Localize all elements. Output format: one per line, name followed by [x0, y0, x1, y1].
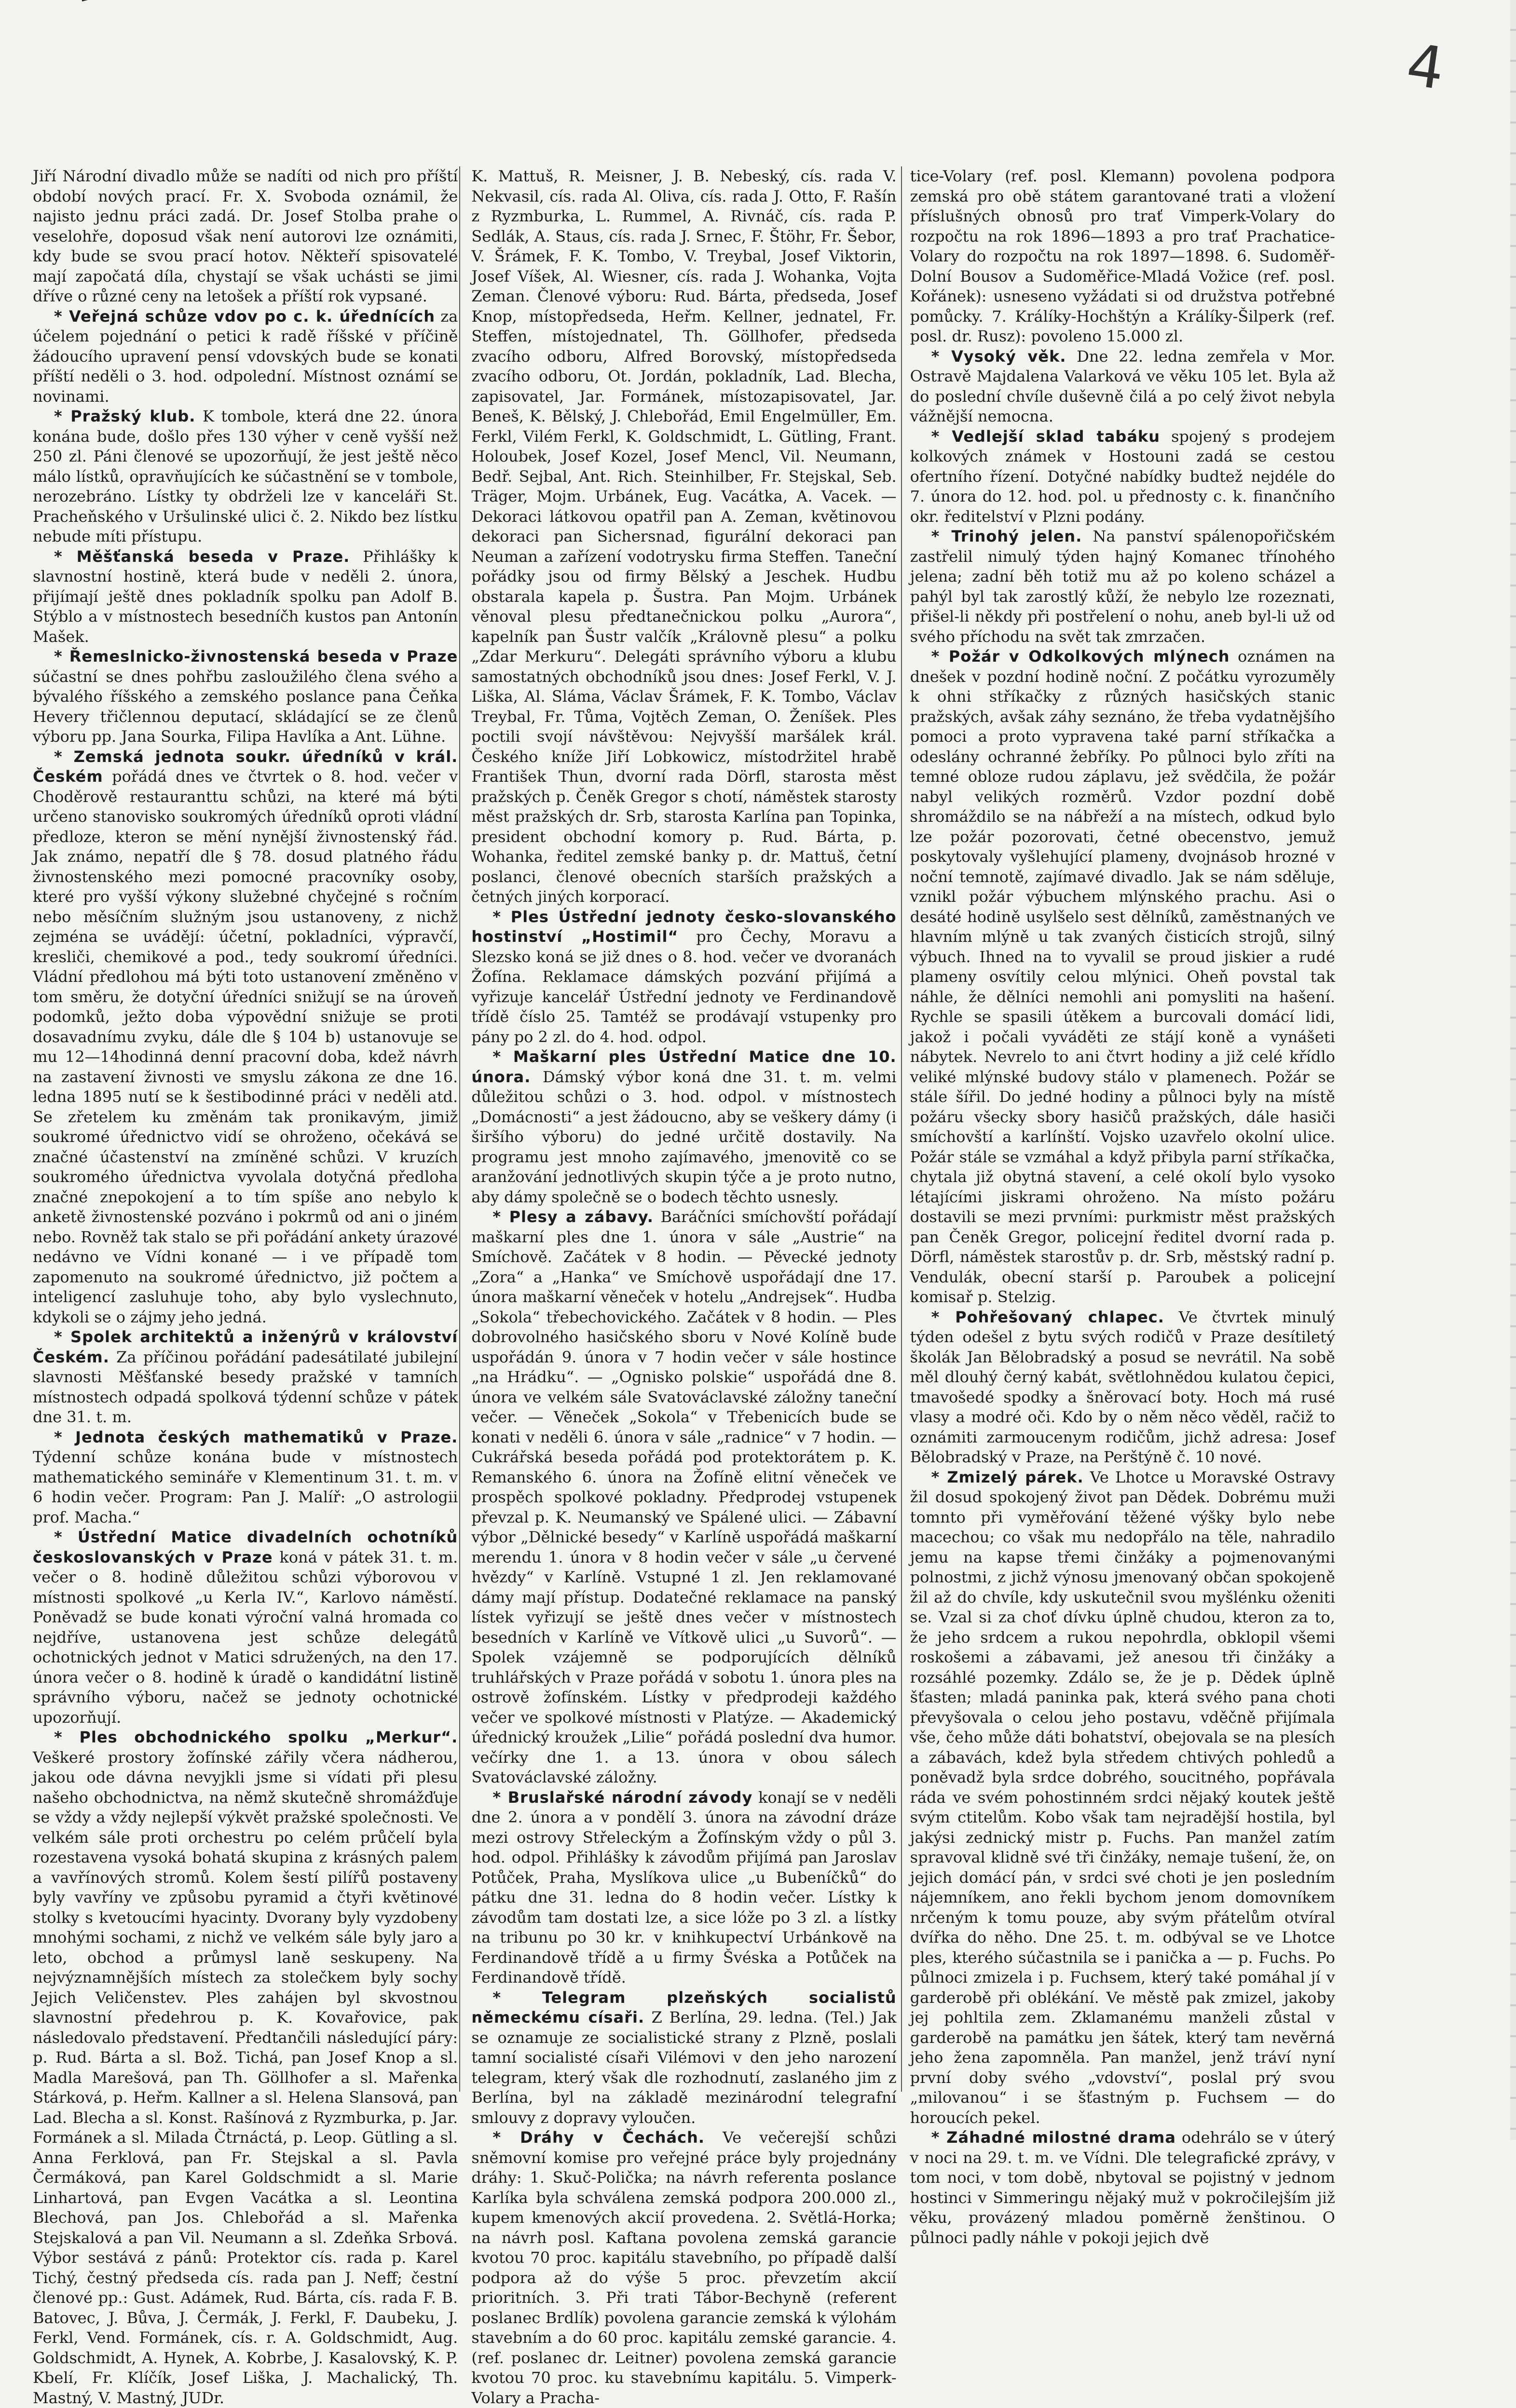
- news-item-text: za účelem pojednání o petici k radě říšské v příčině žádoucího upravení pensí vdovských bude se konati příští neděli o 3. hod. odpolední. Místnost oznámí se novinami.: [33, 307, 458, 406]
- news-item: [471, 907, 896, 1048]
- news-item-text: Týdenní schůze konána bude v místnostech mathematického semináře v Klementinum 31. t. m. v 6 hodin večer. Program: Pan J. Malíř: „O astrologii prof. Macha.“: [33, 1448, 458, 1526]
- news-item-text: pořádá dnes ve čtvrtek o 8. hod. večer v Choděrově restauranttu schůzi, na které má býti určeno stanovisko soukromých úředníků oproti vládní předloze, kteron se mění nynější živnostenský řád. Jak známo, nepatří dle § 78. dosud platného řádu živnostenského mezi pomocné pracovníky osoby, které pro vyšší výkony služebné chyčejné s ročním nebo měsíčním služným jsou ustanoveny, z nichž zejména se uvádějí: účetní, pokladníci, výpravčí, kresliči, chemikové a pod., tedy soukromí úředníci. Vládní předlohou má býti toto ustanovení změněno v tom směru, že dotyční úředníci snižují se na úroveň podomků, ježto doba výpovědní snižuje se proti dosavadnímu zvyku, dále dle § 104 b) ustanovuje se mu 12—14hodinná denní pracovní doba, kdež návrh na zastavení živnosti ve smyslu zákona ze dne 16. ledna 1895 nutí se k šestibodinné práci v neděli atd. Se zřetelem ku změnám tak pronikavým, jimiž soukromé úřednictvo vidí se ohroženo, očekává se značné účastenství na zmíněné schůzi. V kruzích soukromého úřednictva vyvolala dotyčná předloha značné znepokojení a to tím spíše ano nebylo k anketě živnostenské pozváno i pokrmů od ani o jiném nebo. Rovněž tak stalo se při pořádání ankety úrazové nedávno ve Vídni konané — i ve případě tom zapomenuto na soukromé úřednictvo, již počtem a inteligencí zasluhuje toho, aby bylo vyslechnuto, kdykoli se o zájmy jeho jedná.: [33, 767, 458, 1326]
- news-item-heading: * Pražský klub.: [54, 407, 196, 425]
- news-item-heading: * Plesy a zábavy.: [492, 1208, 654, 1226]
- news-item-text: súčastní se dnes pohřbu zasloužilého člena svého a bývalého říšského a zemského poslance pana Čeňka Hevery třičlennou deputací, skládající se ze členů výboru pp. Jana Sourka, Filipa Havlíka a Ant. Lühne.: [33, 667, 458, 746]
- news-item-heading: * Spolek architektů a inženýrů v království Českém.: [33, 1328, 458, 1366]
- news-item: [910, 166, 1335, 347]
- news-item-text: spojený s prodejem kolkových známek v Hostouni zadá se cestou ofertního řízení. Dotyčné nabídky budtež nejdéle do 7. února do 12. hod. pol. u přednosty c. k. finančního okr. ředitelství v Plzni podány.: [910, 427, 1335, 526]
- news-item: [471, 1988, 896, 2128]
- news-item-text: oznámen na dnešek v pozdní hodině noční. Z počátku vyrozuměly k ohni stříkačky z různých hasičských stanic pražských, avšak záhy seznáno, že třeba vydatnějšího pomoci a proto vypravena také parní stříkačka a odeslány ochranné žebříky. Po půlnoci bylo zříti na temné obloze rudou záplavu, jež svědčila, že požár nabyl velikých rozměrů. Vzdor pozdní době shromáždilo se na nábřeží a na místech, odkud bylo lze požár pozorovati, četné obecenstvo, jemuž poskytovaly vyšlehující plameny, dvojnásob hrozné v noční temnotě, zajímavé divadlo. Jak se nám sděluje, vznikl požár výbuchem mlýnského prachu. Asi o desáté hodině usylšelo sest dělníků, zaměstnaných ve hlavním mlýně u tak zvaných čisticích strojů, silný výbuch. Ihned na to vyvalil se proud jiskier a rudé plameny osvítily celou mlýnici. Oheň povstal tak náhle, že dělníci nemohli ani pomysliti na hašení. Rychle se spasili útěkem a burcovali domácí lidi, jakož i počali vyváděti ze stájí koně a vynášeti nábytek. Nevrelo to ani čtvrt hodiny a již celé křídlo veliké mlýnské budovy stálo v plamenech. Požár se stále šířil. Do jedné hodiny a půlnoci byly na místě požáru všecky sbory hasičů pražských, dále hasiči smíchovští a karlínští. Vojsko uzavřelo okolní ulice. Požár stále se vzmáhal a když přibyla parní stříkačka, chytala již obytná stavení, a celé okolí bylo vysoko létajícími jiskrami ohroženo. Na místo požáru dostavili se mezi prvními: purkmistr měst pražských pan Čeněk Gregor, policejní ředitel dvorní rada p. Dörfl, náměstek starostův p. dr. Srb, městský radní p. Vendulák, obecní starší p. Paroubek a policejní komisař p. Stelzig.: [910, 647, 1335, 1306]
- news-item-text: K tombole, která dne 22. února konána bude, došlo přes 130 výher v ceně vyšší než 250 zl. Páni členové se upozorňují, že jest ještě něco málo lístků, opravňujících ke súčastnění se v tombole, nerozebráno. Lístky ty obdrželi lze v kanceláři St. Pracheňského v Uršulinské ulici č. 2. Nikdo bez lístku nebude míti přístupu.: [33, 407, 458, 545]
- news-item-heading: * Jednota českých mathematiků v Praze.: [54, 1428, 458, 1446]
- news-item: [471, 1207, 896, 1788]
- column-3: [910, 166, 1336, 2247]
- news-item: [910, 647, 1335, 1307]
- news-item-text: koná v pátek 31. t. m. večer o 8. hodině důležitou schůzi výborovou v místnosti spolkové „u Kerla IV.“, Karlovo náměstí. Poněvadž se bude konati výroční valná hromada co nejdříve, ustanovena jest schůze delegátů ochotnických jednot v Matici sdružených, na den 17. února večer o 8. hodině k úradě o kandidátní listině správního výboru, načež se jednoty ochotnické upozorňují.: [33, 1548, 458, 1727]
- news-item-text: Veškeré prostory žofínské zářily včera nádherou, jakou ode dávna nevyjkli jsme si vídati při plesu našeho obchodnictva, na němž skutečně shromážďuje se vždy a vždy nejlepší výkvět pražské společnosti. Ve velkém sále proti orchestru po celém průčelí byla rozestavena vysoká bohatá skupina z krásných palem a vavřínových stromů. Kolem šestí pilířů postaveny byly vavříny ve způsobu pyramid a čtyři květinové stolky s kvetoucími hyacinty. Dvorany byly vyzdobeny mnohými sochami, z nichž ve velkém sále byly jaro a leto, obchod a průmysl laně seskupeny. Na nejvýznamnějších místech za stolečkem byly sochy Jejich Veličenstev. Ples zahájen byl skvostnou slavnostní předehrou p. K. Kovařovice, pak následovalo představení. Předtančili následující páry: p. Rud. Bárta a sl. Bož. Tichá, pan Josef Knop a sl. Madla Marešová, pan Th. Göllhofer a sl. Mařenka Stárková, p. Heřm. Kallner a sl. Helena Slansová, pan Lad. Blecha a sl. Konst. Rašínová z Ryzmburka, p. Jar. Formánek a sl. Milada Čtrnáctá, p. Leop. Gütling a sl. Anna Ferklová, pan Fr. Stejskal a sl. Pavla Čermáková, pan Karel Goldschmidt a sl. Marie Linhartová, pan Evgen Vacátka a sl. Leontina Blechová, pan Jos. Chlebořád a sl. Mařenka Stejskalová a pan Vil. Neumann a sl. Zdeňka Srbová. Výbor sestává z pánů: Protektor cís. rada p. Karel Tichý, čestný předseda cís. rada pan J. Neff; čestní členové pp.: Gust. Adámek, Rud. Bárta, cís. rada F. B. Batovec, J. Bůva, J. Čermák, J. Ferkl, F. Daubeku, J. Ferkl, Vend. Formánek, cís. r. A. Goldschmidt, Aug. Goldschmidt, A. Hynek, A. Kobrbe, J. Kasalovský, K. P. Kbelí, Fr. Klíčík, Josef Liška, J. Machalický, Th. Mastný, V. Mastný, JUDr.: [33, 1748, 458, 2407]
- news-item: [910, 427, 1335, 527]
- news-item: [33, 1327, 458, 1428]
- news-item: [910, 2128, 1335, 2248]
- news-item-text: konají se v neděli dne 2. února a v pondělí 3. února na závodní dráze mezi ostrovy Střeleckým a Žofínským vždy o půl 3. hod. odpol. Přihlášky k závodům přijímá pan Jaroslav Potůček, Praha, Myslíkova ulice „u Bubeníčků“ do pátku dne 31. ledna do 8 hodin večer. Lístky k závodům tam dostati lze, a sice lóže po 3 zl. a lístky na tribunu po 30 kr. v knihkupectví Urbánkově na Ferdinandově třídě a u firmy Švéska a Potůček na Ferdinandově třídě.: [471, 1788, 897, 1986]
- news-item-text: tice-Volary (ref. posl. Klemann) povolena podpora zemská pro obě státem garantované trati a vložení příslušných obnosů pro trať Vimperk-Volary do rozpočtu na rok 1896—1893 a pro trať Prachatice-Volary do rozpočtu na rok 1897—1898. 6. Sudoměř-Dolní Bousov a Sudoměřice-Mladá Vožice (ref. posl. Kořánek): usneseno vyžádati si od družstva potřebné pomůcky. 7. Králíky-Hochštýn a Králíky-Šilperk (ref. posl. dr. Rusz): povoleno 15.000 zl.: [910, 167, 1335, 345]
- news-item: [33, 1728, 458, 2408]
- news-item-text: Dne 22. ledna zemřela v Mor. Ostravě Majdalena Valarková ve věku 105 let. Byla až do poslední chvíle duševně čilá a po celý život nebyla vážnější nemocna.: [910, 347, 1335, 425]
- news-item: [910, 527, 1335, 647]
- news-item-heading: * Pohřešovaný chlapec.: [931, 1307, 1164, 1326]
- news-item-text: Baráčníci smíchovští pořádají maškarní ples dne 1. února v sále „Austrie“ na Smíchově. Začátek v 8 hodin. — Pěvecké jednoty „Zora“ a „Hanka“ ve Smíchově uspořádají dne 17. února maškarní věneček v hotelu „Andrejsek“. Hudba „Sokola“ třebechovického. Začátek v 8 hodin. — Ples dobrovolného hasičského sboru v Nové Kolíně bude uspořádán 9. února v 7 hodin večer v sále hostince „na Hrádku“. — „Ognisko polskie“ uspořádá dne 8. února ve velkém sále Svatováclavské záložny taneční večer. — Věneček „Sokola“ v Třebenicích bude se konati v neděli 6. února v sále „radnice“ v 7 hodin. — Cukrářská beseda pořádá pod protektorátem p. K. Remanského 6. února na Žofíně elitní věneček ve prospěch spolkové pokladny. Předprodej vstupenek převzal p. K. Neumanský ve Spálené ulici. — Zábavní výbor „Dělnické besedy“ v Karlíně uspořádá maškarní merendu 1. února v 8 hodin večer v sále „u červené hvězdy“ v Karlíně. Vstupné 1 zl. Jen reklamované dámy mají přístup. Dodatečné reklamace na panský lístek vyřizují se ještě dnes večer v místnostech besedních v Karlíně ve Vítkově ulici „u Suvorů“. — Spolek vzájemně se podporujících dělníků truhlářských v Praze pořádá v sobotu 1. února ples na ostrově žofínském. Lístky v předprodeji každého večer ve spolkové místnosti v Platýze. — Akademický úřednický kroužek „Lilie“ pořádá poslední dva humor. večírky dne 1. a 13. února v obou sálech Svatováclavské záložny.: [471, 1208, 897, 1786]
- news-item-text: odehrálo se v úterý v noci na 29. t. m. ve Vídni. Dle telegrafické zprávy, v tom noci, v tom době, nbytoval se pojistný v jednom hostinci v Simmeringu nějaký muž v pokročilejším již věku, provázený mladou poměrně ženštinou. O půlnoci padly náhle v pokoji jejich dvě: [910, 2128, 1336, 2247]
- article-columns: [33, 166, 1336, 2407]
- news-item-heading: * Telegram plzeňských socialistů německému císaři.: [471, 1988, 897, 2027]
- news-item: [910, 347, 1335, 427]
- news-item: [33, 647, 458, 747]
- news-item-heading: * Ples Ústřední jednoty česko-slovanského hostinství „Hostimil“: [471, 907, 897, 946]
- news-item-text: K. Mattuš, R. Meisner, J. B. Nebeský, cís. rada V. Nekvasil, cís. rada Al. Oliva, cís. rada J. Otto, F. Rašín z Ryzmburka, L. Rummel, A. Rivnáč, cís. rada P. Sedlák, A. Staus, cís. rada J. Srnec, F. Štöhr, Fr. Šebor, V. Šrámek, F. K. Tombo, V. Treybal, Josef Viktorin, Josef Víšek, Al. Wiesner, cís. rada J. Wohanka, Vojta Zeman. Členové výboru: Rud. Bárta, předseda, Josef Knop, místopředseda, Heřm. Kellner, jednatel, Fr. Steffen, místojednatel, Th. Göllhofer, předseda zvacího odboru, Alfred Borovský, místopředseda zvacího odboru, Ot. Jordán, pokladník, Lad. Blecha, zapisovatel, Jar. Formánek, místozapisovatel, Jar. Beneš, K. Bělský, J. Chlebořád, Emil Engelmüller, Em. Ferkl, Vilém Ferkl, K. Goldschmidt, L. Gütling, Frant. Holoubek, Josef Kozel, Josef Mencl, Vil. Neumann, Bedř. Sejbal, Ant. Rich. Steinhilber, Fr. Stejskal, Seb. Träger, Mojm. Urbánek, Eug. Vacátka, A. Vacek. — Dekoraci látkovou opatřil pan A. Zeman, květinovou dekoraci pan Sichersnad, figurální dekoraci pan Neuman a zařízení vodotrysku firma Steffen. Taneční pořádky jsou od firmy Bělský a Jeschek. Hudbu obstarala kapela p. Šustra. Pan Mojm. Urbánek věnoval plesu předtanečnickou polku „Aurora“, kapelník pan Šustr valčík „Královně plesu“ a polku „Zdar Merkuru“. Delegáti správního výboru a klubu samostatných obchodníků jsou dnes: Josef Ferkl, V. J. Liška, Al. Sláma, Václav Šrámek, F. K. Tombo, Václav Treybal, Fr. Tůma, Vojtěch Zeman, O. Ženíšek. Ples poctili svojí návštěvou: Nejvyšší maršálek král. Českého kníže Jiří Lobkowicz, místodržitel hrabě František Thun, dvorní rada Dörfl, starosta měst pražských p. Čeněk Gregor s chotí, náměstek starosty měst pražských dr. Srb, starosta Karlína pan Topinka, president obchodní komory p. Rud. Bárta, p. Wohanka, ředitel zemské banky p. dr. Mattuš, četní poslanci, členové obecních starších pražských a četných jiných korporací.: [471, 167, 897, 906]
- news-item-text: Za příčinou pořádání padesátilaté jubilejní slavnosti Měšťanské besedy pražské v tamních místnostech odpadá spolková týdenní schůze v pátek dne 31. t. m.: [33, 1347, 458, 1426]
- news-item-text: Ve čtvrtek minulý týden odešel z bytu svých rodičů v Praze desítiletý školák Jan Bělobradský a posud se nevrátil. Na sobě měl dlouhý černý kabát, světlohnědou kulatou čepici, tmavošedé spodky a šněrovací boty. Hoch má rusé vlasy a modré oči. Kdo by o něm něco věděl, račiž to oznámiti zarmoucenym rodičům, jichž adresa: Josef Bělobradský v Praze, na Perštýně č. 10 nové.: [910, 1307, 1335, 1466]
- news-item: [471, 2128, 896, 2408]
- news-item: [33, 1527, 458, 1728]
- news-item-heading: * Řemeslnicko-živnostenská beseda v Praze: [54, 647, 458, 666]
- news-item: [33, 407, 458, 547]
- news-item: [471, 1047, 896, 1207]
- column-1: [33, 166, 458, 2407]
- news-item-heading: * Vysoký věk.: [931, 347, 1066, 366]
- news-item-heading: * Ústřední Matice divadelních ochotníků českoslovanských v Praze: [33, 1528, 458, 1566]
- news-item-heading: * Ples obchodnického spolku „Merkur“.: [54, 1728, 458, 1746]
- news-item: [33, 307, 458, 407]
- news-item: [910, 1307, 1335, 1468]
- news-item-text: Z Berlína, 29. ledna. (Tel.) Jak se oznamuje ze socialistické strany z Plzně, poslali tamní socialisté císaři Vilémovi v den jeho narození telegram, který však dle rozhodnutí, zaslaného jim z Berlína, byl na základě mezinárodní telegrafní smlouvy z dopravy vyloučen.: [471, 2008, 897, 2127]
- news-item-heading: * Požár v Odkolkových mlýnech: [931, 647, 1230, 666]
- news-item-heading: * Bruslařské národní závody: [492, 1788, 753, 1807]
- news-item-heading: * Měšťanská beseda v Praze.: [54, 547, 350, 566]
- news-item-text: Dámský výbor koná dne 31. t. m. velmi důležitou schůzi o 3. hod. odpol. v místnostech „Domácnosti“ a jest žádoucno, aby se veškery dámy (i širšího výboru) do jedné určitě dostavily. Na programu jest mnoho zajímavého, jmenovitě co se aranžování jednotlivých skupin týče a je proto nutno, aby dámy společně se o bodech těchto usnesly.: [471, 1067, 897, 1206]
- news-item: [471, 1788, 896, 1988]
- column-2: [471, 166, 897, 2407]
- news-item: [33, 747, 458, 1328]
- page-edge: [1510, 0, 1516, 2140]
- news-item-heading: * Zemská jednota soukr. úředníků v král. Českém: [33, 747, 458, 786]
- corner-scratch: [82, 0, 190, 1]
- news-item-heading: * Trinohý jelen.: [931, 527, 1082, 545]
- news-item: [33, 1428, 458, 1528]
- page-number: 4: [1402, 31, 1448, 103]
- news-item-heading: * Vedlejší sklad tabáku: [931, 427, 1160, 446]
- news-item: [33, 166, 458, 307]
- news-item-heading: * Veřejná schůze vdov po c. k. úřednících: [54, 307, 436, 326]
- news-item-text: Ve večerejší schůzi sněmovní komise pro veřejné práce byly projednány dráhy: 1. Skuč-Polička; na návrh referenta poslance Karlíka byla schválena zemská podpora 200.000 zl., kupem kmenových akcií provedena. 2. Světlá-Horka; na návrh posl. Kaftana povolena zemská garancie kvotou 70 proc. kapitálu stavebního, po případě další podpora až do výše 5 proc. převzetím akcií prioritních. 3. Při trati Tábor-Bechyně (referent poslanec Brdlík) povolena garancie zemská k výlohám stavebním a do 60 proc. kapitálu zemské garancie. 4. (ref. poslanec dr. Leitner) povolena zemská garancie kvotou 70 proc. ku stavebnímu kapitálu. 5. Vimperk-Volary a Pracha-: [471, 2128, 897, 2407]
- news-item-heading: * Zmizelý párek.: [931, 1468, 1084, 1486]
- news-item-heading: * Záhadné milostné drama: [931, 2128, 1176, 2147]
- news-item-text: Ve Lhotce u Moravské Ostravy žil dosud spokojený život pan Dědek. Dobrému muži tomnto při vyměřování těžené výšky bylo nebe macechou; co však mu nedopřálo na těle, nahradilo jemu na kapse třemi činžáky a pojmenovanými polnostmi, z jichž výnosu jmenovaný občan spokojeně žil až do chvíle, kdy uskutečnil svou myšlénku oženiti se. Vzal si za choť dívku úplně chudou, kteron za to, že jeho srdcem a rukou nepohrdla, obklopil všemi roskošemi a zábavami, jež anesou tři činžáky a rozsáhlé pozemky. Zdálo se, že je p. Dědek úplně šťasten; mladá paninka pak, která svého pana choti převyšovala o celou jeho postavu, vděčně přijímala vše, čeho může dáti bohatství, obejovala se na plesích a zábavách, kdež byla středem chtivých pohledů a poněvadž byla srdce dobrého, soucitného, popřávala ráda ve svém pohostinném srdci nějaký koutek ještě svým ctitelům. Kobo však tam nejradější hostila, byl jakýsi zednický mistr p. Fuchs. Pan manžel zatím spravoval klidně své tři činžáky, nemaje tušení, že, on jejich domácí pán, v srdci své choti je jen posledním nájemníkem, ano řekli bychom jenom domovníkem nrčeným k tomu pouze, aby svým přátelům otvíral dvířka do něho. Dne 25. t. m. odbýval se ve Lhotce ples, kterého súčastnila se i panička a — p. Fuchs. Po půlnoci zmizela i p. Fuchsem, který také pomáhal jí v garderobě při oblékání. Ve městě pak zmizel, jakoby jej pohltila zem. Zklamanému manželi zůstal v garderobě na památku jen šátek, který tam nevěrná jeho žena zapomněla. Pan manžel, jenž tráví nyní první doby svého „vdovství“, poslal prý svou „milovanou“ i se šťastným p. Fuchsem — do horoucích pekel.: [910, 1468, 1336, 2127]
- news-item: [910, 1468, 1335, 2128]
- news-item: [33, 547, 458, 647]
- news-item-text: pro Čechy, Moravu a Slezsko koná se již dnes o 8. hod. večer ve dvoranách Žofína. Reklamace dámských pozvání přijímá a vyřizuje kancelář Ústřední jednoty ve Ferdinandově třídě číslo 25. Tamtéž se prodávají vstupenky pro pány po 2 zl. do 4. hod. odpol.: [471, 927, 897, 1046]
- news-item-heading: * Maškarní ples Ústřední Matice dne 10. února.: [471, 1048, 897, 1086]
- news-item: [471, 166, 896, 907]
- news-item-text: Jiří Národní divadlo může se nadíti od nich pro příští období nových prací. Fr. X. Svoboda oznámil, že najisto jednu práci zadá. Dr. Josef Stolba prahe o veselohře, doposud však není autorovi lze oznámiti, kdy bude se svou prací hotov. Někteří spisovatelé mají započatá díla, chystají se však uchásti se jimi dříve o různé ceny na letošek a příští rok vypsané.: [33, 167, 458, 305]
- news-item-text: Na panství spálenopořičském zastřelil nimulý týden hajný Komanec třínohého jelena; zadní běh totiž mu až po koleno scházel a pahýl byl tak zarostlý kůží, že nebylo lze rozeznati, přišel-li někdy při postřelení o nohu, aneb byl-li už od svého příchodu na svět tak zmrzačen.: [910, 527, 1335, 646]
- news-item-heading: * Dráhy v Čechách.: [492, 2128, 705, 2147]
- news-item-text: Přihlášky k slavnostní hostině, která bude v neděli 2. února, přijímají ještě dnes pokladník spolku pan Adolf B. Stýblo a v místnostech besedníčh kustos pan Antonín Mašek.: [33, 547, 458, 646]
